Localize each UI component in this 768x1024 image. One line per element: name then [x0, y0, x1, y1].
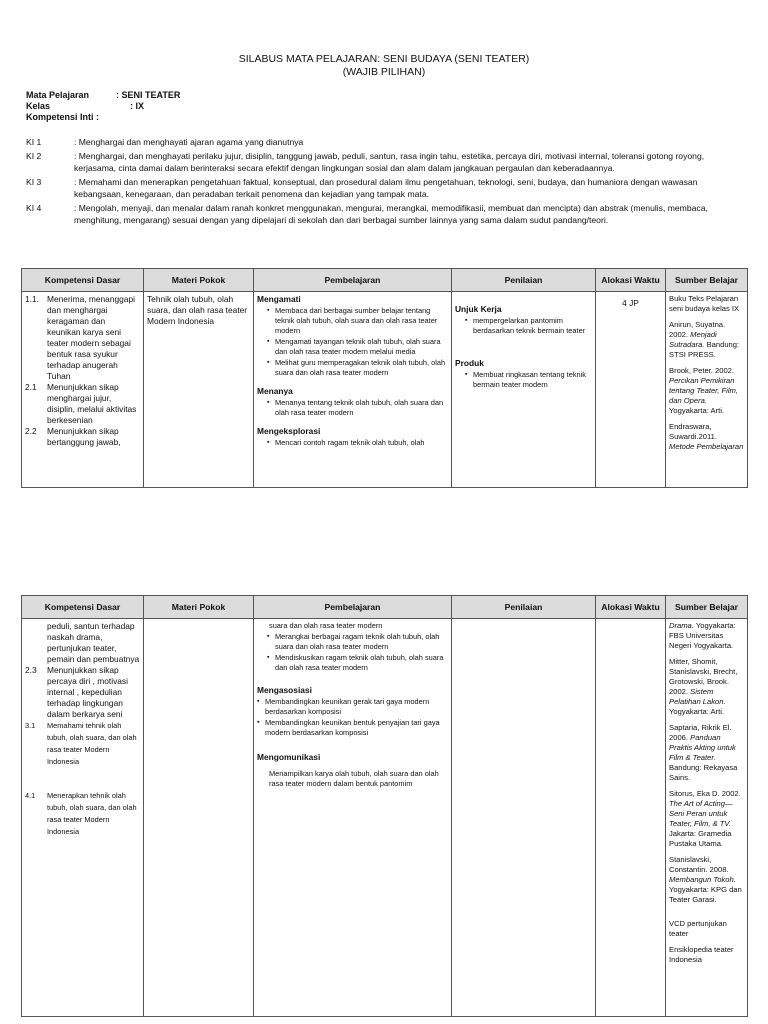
source-entry	[669, 789, 744, 849]
list-item: ▪ Membaca dari berbagai sumber belajar tentang teknik olah tubuh, olah suara dan olah rasa teater modern	[267, 306, 448, 336]
document-title: SILABUS MATA PELAJARAN: SENI BUDAYA (SENI TEATER)	[238, 53, 530, 65]
menanya-heading: Menanya	[257, 386, 293, 396]
list-item: ▪ Mencari contoh ragam teknik olah tubuh, olah	[267, 438, 448, 448]
kd-text: Menunjukkan sikap bertanggung jawab,	[47, 426, 121, 447]
kd-number: 2.3	[25, 665, 37, 675]
header-penilaian: Penilaian	[452, 269, 596, 292]
source-title: Drama.	[669, 621, 694, 630]
ki-item	[26, 202, 726, 226]
ki-code: KI 4	[26, 203, 42, 213]
mengasosiasi-list	[257, 697, 448, 738]
mapel-value: : SENI TEATER	[116, 90, 181, 100]
mengeksplorasi-list	[257, 632, 448, 673]
kompetensi-inti-list	[26, 136, 726, 228]
source-entry	[669, 657, 744, 717]
source-entry	[669, 945, 744, 965]
source-publisher: Bandung: Rekayasa Sains.	[669, 763, 738, 782]
mengeksplorasi-heading: Mengeksplorasi	[257, 426, 321, 436]
header-materi-pokok: Materi Pokok	[144, 596, 254, 619]
ki-label: Kompetensi Inti :	[26, 112, 100, 122]
kd-text: Menunjukkan sikap percaya diri , motivasi internal , kepedulian terhadap lingkungan dalam berkarya seni	[47, 665, 128, 719]
source-title: The Art of Acting—Seni Peran untuk Teater, Film, & TV.	[669, 799, 733, 828]
source-title: Sistem Pelatihan Lakon.	[669, 687, 726, 706]
kd-item	[25, 790, 140, 838]
syllabus-table-2	[21, 595, 748, 1017]
ki-item	[26, 150, 726, 174]
kd-item	[25, 382, 140, 426]
unjuk-kerja-list	[455, 316, 592, 336]
mengomunikasi-text: Menampilkan karya olah tubuh, olah suara dan olah rasa teater modern dalam bentuk pantomim	[269, 769, 439, 788]
source-title: Menjadi Sutradara.	[669, 330, 717, 349]
kd-text: Menerima, menanggapi dan menghargai keragaman dan keunikan karya seni teater modern sebagai bentuk rasa syukur terhadap anugerah Tuhan	[47, 294, 135, 381]
source-text: Stanislavski, Constantin. 2008.	[669, 855, 729, 874]
table-row	[22, 619, 748, 1017]
kd-number: 2.2	[25, 426, 37, 436]
ki-text: : Menghargai, dan menghayati perilaku jujur, disiplin, tanggung jawab, peduli, santun, rasa ingin tahu, estetika, percaya diri, motivasi internal, toleransi gotong royong, kerjasama, cinta damai dalam berinteraksi secara efektif dengan lingkungan sosial dan alam dalam jangkauan pergaulan dan keberadaannya.	[74, 151, 705, 173]
source-entry	[669, 320, 744, 360]
menanya-list	[257, 398, 448, 418]
source-publisher: Yogyakarta: Arti.	[669, 707, 725, 716]
header-sumber-belajar: Sumber Belajar	[666, 269, 748, 292]
unjuk-kerja-heading: Unjuk Kerja	[455, 304, 502, 314]
produk-list	[455, 370, 592, 390]
source-publisher: Yogyakarta: KPG dan Teater Garasi.	[669, 885, 742, 904]
header-sumber-belajar: Sumber Belajar	[666, 596, 748, 619]
kd-number: 4.1	[25, 791, 36, 800]
penilaian-cell	[452, 619, 596, 1017]
kd-item	[25, 621, 140, 665]
header-kompetensi-dasar: Kompetensi Dasar	[22, 269, 144, 292]
document-subtitle: (WAJIB PILIHAN)	[342, 66, 426, 78]
table-row	[22, 292, 748, 488]
list-item: ▪ mempergelarkan pantomim berdasarkan teknik bermain teater	[465, 316, 592, 336]
kd-cell	[22, 619, 144, 1017]
header-alokasi-waktu: Alokasi Waktu	[596, 596, 666, 619]
pembelajaran-cell	[254, 619, 452, 1017]
mengomunikasi-heading: Mengomunikasi	[257, 752, 321, 762]
pembelajaran-cell	[254, 292, 452, 488]
list-item: ▪ Mengamati tayangan teknik olah tubuh, olah suara dan olah rasa teater modern melalui media	[267, 337, 448, 357]
source-publisher: Jakarta: Gramedia Pustaka Utama.	[669, 829, 732, 848]
source-text: Endraswara, Suwardi.2011.	[669, 422, 717, 441]
source-text: Buku Teks Pelajaran seni budaya kelas IX	[669, 294, 740, 313]
kd-item	[25, 426, 140, 448]
list-item: ▪ Membandingkan keunikan gerak tari gaya modern berdasarkan komposisi	[257, 697, 448, 717]
source-entry	[669, 855, 744, 905]
source-text: Brook, Peter. 2002.	[669, 366, 735, 375]
header-pembelajaran: Pembelajaran	[254, 269, 452, 292]
kd-text: Menerapkan tehnik olah tubuh, olah suara, dan olah rasa teater Modern Indonesia	[47, 791, 137, 836]
ki-item	[26, 176, 726, 200]
list-item: ▪ Menanya tentang teknik olah tubuh, olah suara dan olah rasa teater modern	[267, 398, 448, 418]
list-item: ▪ Membuat ringkasan tentang teknik bermain teater modern	[465, 370, 592, 390]
source-publisher: Yogyakarta: FBS Universitas Negeri Yogyakarta.	[669, 621, 736, 650]
source-title: Membangun Tokoh.	[669, 875, 736, 884]
mapel-label: Mata Pelajaran	[26, 90, 90, 100]
source-entry	[669, 723, 744, 783]
source-entry	[669, 422, 744, 452]
kd-text: Menunjukkan sikap menghargai jujur, disiplin, melalui aktivitas berkesenian	[47, 382, 137, 425]
source-text: Ensiklopedia teater Indonesia	[669, 945, 734, 964]
source-entry	[669, 621, 744, 651]
alokasi-cell	[596, 619, 666, 1017]
ki-text: : Mengolah, menyaji, dan menalar dalam ranah konkret menggunakan, mengurai, merangkai, memodifikasii, membuat dan mencipta) dan abstrak (menulis, membaca, menghitung, mengarang) sesuai dengan yang dipelajari di sekolah dan dari berbagai sumber lainnya yang sama dalam sudut pandang/teori.	[74, 203, 708, 225]
produk-heading: Produk	[455, 358, 484, 368]
kd-cell	[22, 292, 144, 488]
alokasi-cell	[596, 292, 666, 488]
source-text: Sitorus, Eka D. 2002.	[669, 789, 741, 798]
header-kompetensi-dasar: Kompetensi Dasar	[22, 596, 144, 619]
ki-code: KI 3	[26, 177, 42, 187]
kd-number: 3.1	[25, 721, 36, 730]
alokasi-value: 4 JP	[622, 298, 639, 308]
header-materi-pokok: Materi Pokok	[144, 269, 254, 292]
kd-item	[25, 665, 140, 720]
list-item: ▪ Mendiskusikan ragam teknik olah tubuh, olah suara dan olah rasa teater modern	[267, 653, 448, 673]
ki-code: KI 1	[26, 137, 42, 147]
kd-text: peduli, santun terhadap naskah drama, pertunjukan teater, pemain dan pembuatnya	[47, 621, 140, 664]
kelas-value: : IX	[130, 101, 145, 111]
source-title: Metode Pembelajaran	[669, 442, 744, 451]
header-penilaian: Penilaian	[452, 596, 596, 619]
source-publisher: Yogyakarta: Arti.	[669, 406, 725, 415]
materi-cell	[144, 619, 254, 1017]
list-item: ▪ Membandingkan keunikan bentuk penyajian tari gaya modern berdasarkan komposisi	[257, 718, 448, 738]
ki-text: : Memahami dan menerapkan pengetahuan faktual, konseptual, dan prosedural dalam ilmu pengetahuan, teknologi, seni, budaya, dan humaniora dengan wawasan kebangsaan, kenegaraan, dan peradaban terkait penomena dan kejadian yang tampak mata.	[74, 177, 698, 199]
sumber-cell	[666, 292, 748, 488]
source-text: VCD pertunjukan teater	[669, 919, 727, 938]
list-item: ▪ Melihat guru memperagakan teknik olah tubuh, olah suara dan olah rasa teater modern	[267, 358, 448, 378]
header-alokasi-waktu: Alokasi Waktu	[596, 269, 666, 292]
sumber-cell	[666, 619, 748, 1017]
ki-code: KI 2	[26, 151, 42, 161]
ki-text: : Menghargai dan menghayati ajaran agama yang dianutnya	[74, 137, 304, 147]
mengasosiasi-heading: Mengasosiasi	[257, 685, 312, 695]
header-pembelajaran: Pembelajaran	[254, 596, 452, 619]
source-entry	[669, 366, 744, 416]
kd-text: Memahami tehnik olah tubuh, olah suara, dan olah rasa teater Modern Indonesia	[47, 721, 137, 766]
kd-item	[25, 294, 140, 382]
mengamati-list	[257, 306, 448, 378]
kd-number: 2.1	[25, 382, 37, 392]
source-entry	[669, 294, 744, 314]
source-text: Saptaria, Rikrik El. 2006.	[669, 723, 732, 742]
mengeksplorasi-list	[257, 438, 448, 448]
list-item: ▪ Merangkai berbagai ragam teknik olah tubuh, olah suara dan olah rasa teater modern	[267, 632, 448, 652]
kelas-label: Kelas	[26, 101, 51, 111]
kd-number: 1.1.	[25, 294, 39, 304]
table-header-row	[22, 596, 748, 619]
source-publisher: Bandung: STSI PRESS.	[669, 340, 740, 359]
ki-item	[26, 136, 726, 148]
source-title: Panduan Praktis Akting untuk Film & Teater.	[669, 733, 736, 762]
source-entry	[669, 919, 744, 939]
source-text: Mitter, Shomit, Stanislavski, Brecht, Grotowski, Brook. 2002.	[669, 657, 738, 696]
syllabus-table-1	[21, 268, 748, 488]
source-title: Percikan Pemikiran tentang Teater, Film, dan Opera.	[669, 376, 738, 405]
kd-item	[25, 720, 140, 768]
penilaian-cell	[452, 292, 596, 488]
materi-cell: Tehnik olah tubuh, olah suara, dan olah rasa teater Modern Indonesia	[144, 292, 254, 488]
kd-number	[25, 621, 47, 665]
mengamati-heading: Mengamati	[257, 294, 301, 304]
source-text: Anirun, Suyatna. 2002.	[669, 320, 726, 339]
table-header-row	[22, 269, 748, 292]
eksplorasi-continued: suara dan olah rasa teater modern	[269, 621, 383, 630]
